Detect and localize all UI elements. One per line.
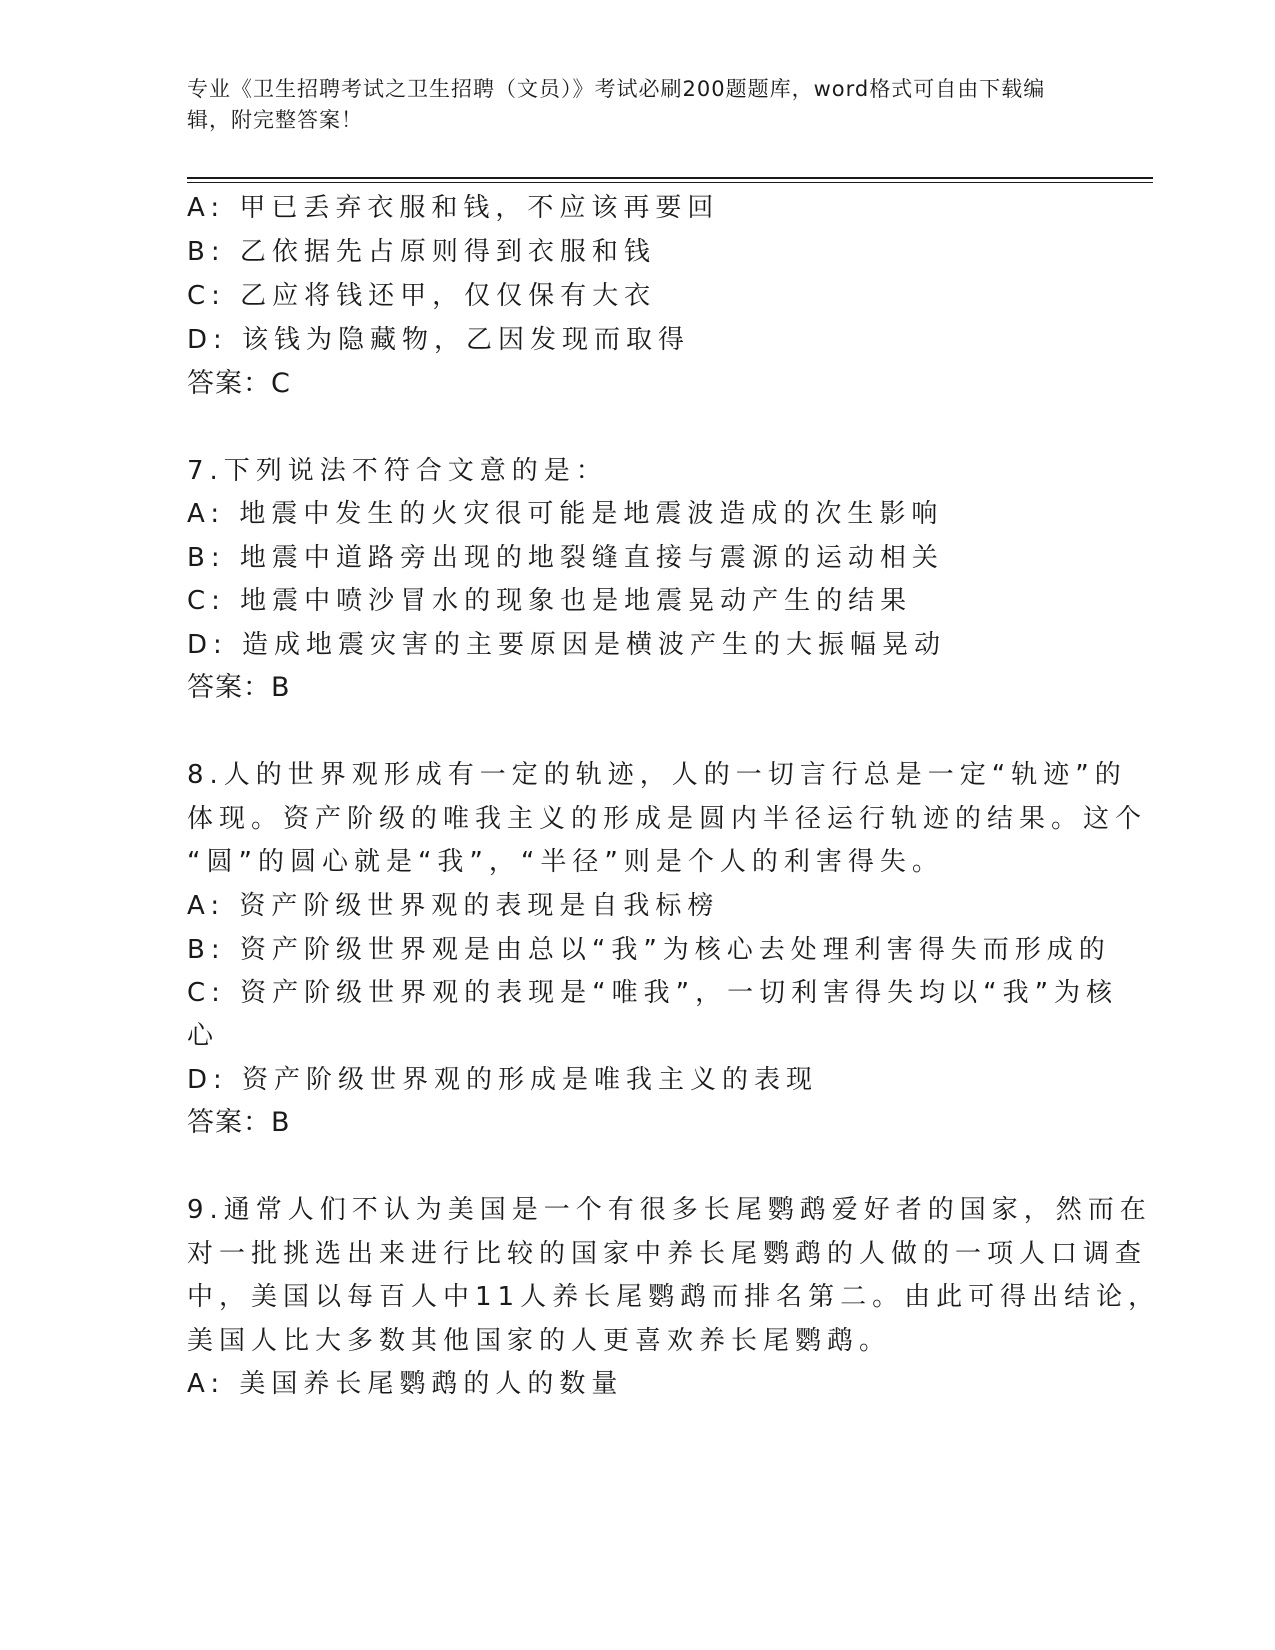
q8-answer: 答案：B <box>187 1107 291 1138</box>
q8-option-a: A: 资产阶级世界观的表现是自我标榜 <box>187 891 720 921</box>
q6-answer: 答案：C <box>187 368 291 399</box>
document-header: 专业《卫生招聘考试之卫生招聘（文员）》考试必刷200题题库，word格式可自由下载编辑，附完整答案！ <box>187 77 1046 132</box>
q8-option-c: C: 资产阶级世界观的表现是“唯我”，一切利害得失均以“我”为核 <box>187 978 1119 1008</box>
q9-stem-line-3: 中，美国以每百人中11人养长尾鹦鹉而排名第二。由此可得出结论， <box>187 1282 1161 1312</box>
q8-option-c-continued: 心 <box>187 1021 220 1051</box>
q9-option-a: A: 美国养长尾鹦鹉的人的数量 <box>187 1369 624 1399</box>
q9-stem-line-1: 9.通常人们不认为美国是一个有很多长尾鹦鹉爱好者的国家，然而在 <box>187 1195 1152 1225</box>
q7-option-b: B: 地震中道路旁出现的地裂缝直接与震源的运动相关 <box>187 543 944 573</box>
q6-option-d: D: 该钱为隐藏物，乙因发现而取得 <box>187 325 691 355</box>
q7-answer: 答案：B <box>187 672 291 703</box>
header-divider-thick <box>187 177 1153 179</box>
q7-stem: 7.下列说法不符合文意的是： <box>187 456 608 486</box>
header-divider-thin <box>187 182 1153 183</box>
q7-option-a: A: 地震中发生的火灾很可能是地震波造成的次生影响 <box>187 499 944 529</box>
q6-option-a: A: 甲已丢弃衣服和钱，不应该再要回 <box>187 193 720 223</box>
q7-option-d: D: 造成地震灾害的主要原因是横波产生的大振幅晃动 <box>187 630 947 660</box>
q7-option-c: C: 地震中喷沙冒水的现象也是地震晃动产生的结果 <box>187 586 913 616</box>
q9-stem-line-2: 对一批挑选出来进行比较的国家中养长尾鹦鹉的人做的一项人口调查 <box>187 1239 1148 1269</box>
q8-stem-line-3: “圆”的圆心就是“我”，“半径”则是个人的利害得失。 <box>187 847 944 877</box>
q6-option-c: C: 乙应将钱还甲，仅仅保有大衣 <box>187 281 657 311</box>
q8-option-b: B: 资产阶级世界观是由总以“我”为核心去处理利害得失而形成的 <box>187 935 1111 965</box>
q8-option-d: D: 资产阶级世界观的形成是唯我主义的表现 <box>187 1065 819 1095</box>
q6-option-b: B: 乙依据先占原则得到衣服和钱 <box>187 237 656 267</box>
q8-stem-line-2: 体现。资产阶级的唯我主义的形成是圆内半径运行轨迹的结果。这个 <box>187 804 1148 834</box>
q8-stem-line-1: 8.人的世界观形成有一定的轨迹，人的一切言行总是一定“轨迹”的 <box>187 760 1127 790</box>
q9-stem-line-4: 美国人比大多数其他国家的人更喜欢养长尾鹦鹉。 <box>187 1326 892 1356</box>
